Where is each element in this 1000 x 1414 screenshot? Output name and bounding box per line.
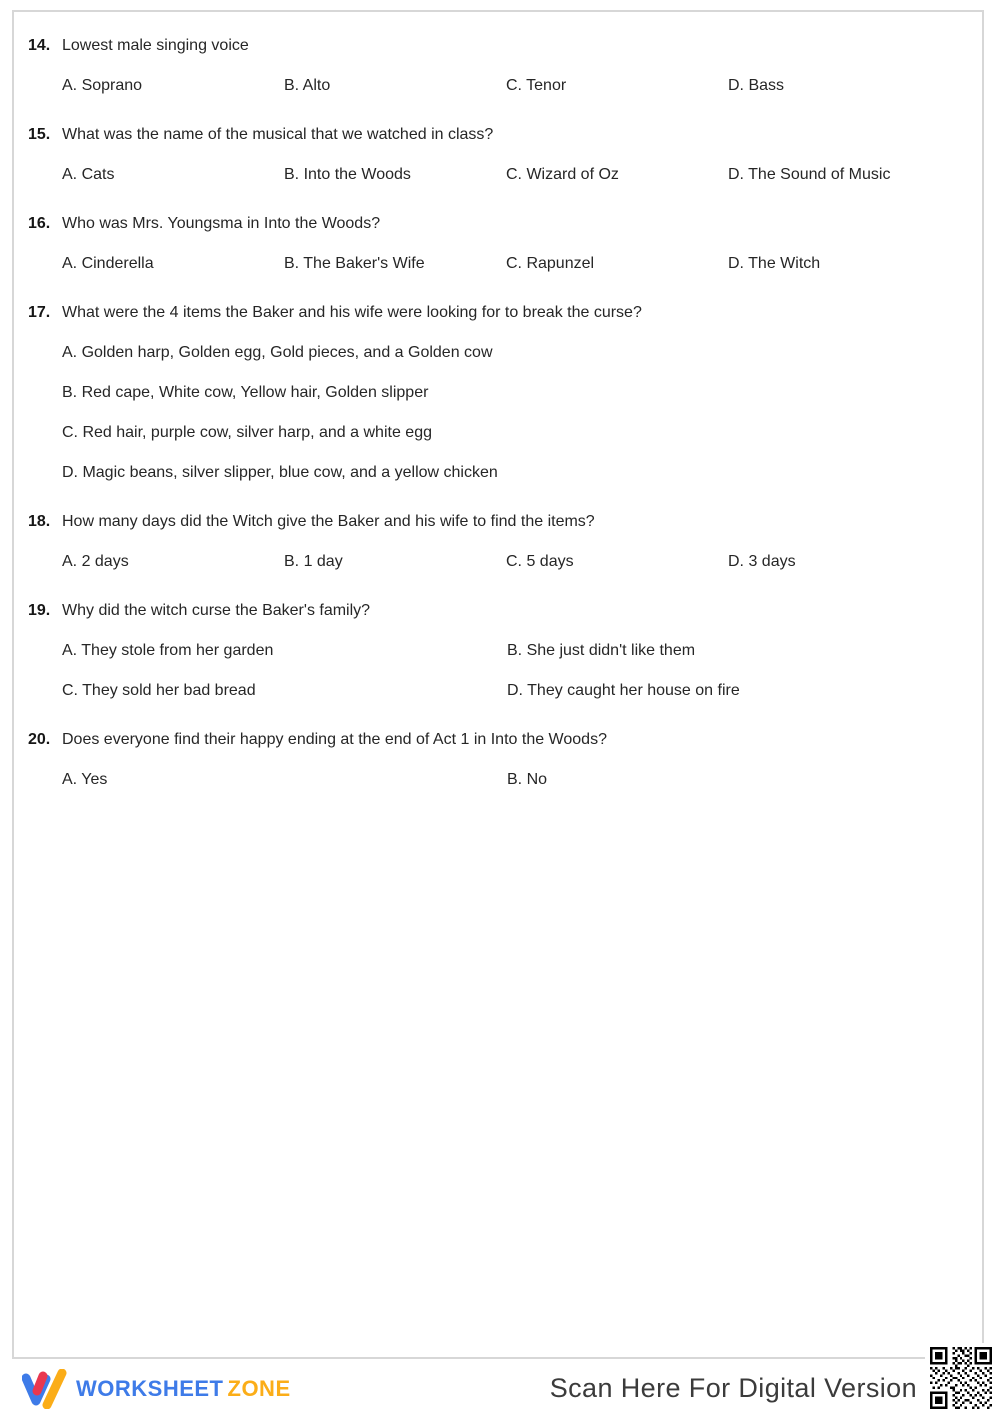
worksheet-zone-w-logo-icon: [22, 1369, 68, 1409]
option-item: B. Into the Woods: [284, 166, 411, 183]
brand-word-worksheet: WORKSHEET: [76, 1375, 224, 1401]
option-item: B. No: [507, 771, 548, 788]
option-item: A. Golden harp, Golden egg, Gold pieces, and a Golden cow: [62, 344, 493, 361]
qr-code-icon: [930, 1343, 992, 1414]
page-footer: [0, 1363, 1000, 1414]
option-item: C. Red hair, purple cow, silver harp, and a white egg: [62, 424, 432, 441]
option-item: C. Wizard of Oz: [506, 166, 619, 183]
question-18: [28, 511, 962, 573]
option-item: A. They stole from her garden: [62, 642, 274, 659]
question-20: [28, 729, 962, 791]
question-number: 14.: [28, 37, 51, 54]
question-text: Who was Mrs. Youngsma in Into the Woods?: [62, 215, 381, 232]
option-item: C. Rapunzel: [506, 255, 595, 272]
question-text: What was the name of the musical that we watched in class?: [62, 126, 494, 143]
question-text: What were the 4 items the Baker and his wife were looking for to break the curse?: [62, 304, 642, 321]
worksheet-page: [12, 10, 984, 1359]
question-number: 17.: [28, 304, 51, 321]
question-text: Lowest male singing voice: [62, 37, 249, 54]
option-item: C. 5 days: [506, 553, 574, 570]
question-number: 16.: [28, 215, 51, 232]
question-number: 15.: [28, 126, 51, 143]
question-17: [28, 302, 962, 484]
option-item: A. Yes: [62, 771, 108, 788]
qr-code: [925, 1343, 997, 1414]
option-item: B. Red cape, White cow, Yellow hair, Golden slipper: [62, 384, 429, 401]
question-text: Does everyone find their happy ending at the end of Act 1 in Into the Woods?: [62, 731, 607, 748]
option-item: D. Magic beans, silver slipper, blue cow, and a yellow chicken: [62, 464, 498, 481]
questions-list: [14, 12, 982, 791]
question-number: 19.: [28, 602, 51, 619]
option-item: D. Bass: [728, 77, 785, 94]
scan-here-label: Scan Here For Digital Version: [549, 1373, 917, 1403]
option-item: B. 1 day: [284, 553, 343, 570]
question-text: Why did the witch curse the Baker's family?: [62, 602, 371, 619]
option-item: A. 2 days: [62, 553, 129, 570]
option-item: B. The Baker's Wife: [284, 255, 425, 272]
option-item: D. They caught her house on fire: [507, 682, 740, 699]
option-item: A. Cinderella: [62, 255, 154, 272]
question-19: [28, 600, 962, 702]
question-15: [28, 124, 962, 186]
brand-word-zone: ZONE: [227, 1375, 291, 1401]
question-14: [28, 35, 962, 97]
question-16: [28, 213, 962, 275]
option-item: A. Cats: [62, 166, 115, 183]
option-item: B. She just didn't like them: [507, 642, 696, 659]
worksheet-zone-logo: [22, 1369, 291, 1409]
brand-name: [76, 1376, 291, 1402]
option-item: D. The Sound of Music: [728, 166, 891, 183]
option-item: B. Alto: [284, 77, 331, 94]
option-item: C. They sold her bad bread: [62, 682, 256, 699]
option-item: D. The Witch: [728, 255, 821, 272]
question-number: 18.: [28, 513, 51, 530]
question-number: 20.: [28, 731, 51, 748]
question-text: How many days did the Witch give the Baker and his wife to find the items?: [62, 513, 595, 530]
option-item: C. Tenor: [506, 77, 567, 94]
option-item: D. 3 days: [728, 553, 796, 570]
option-item: A. Soprano: [62, 77, 143, 94]
